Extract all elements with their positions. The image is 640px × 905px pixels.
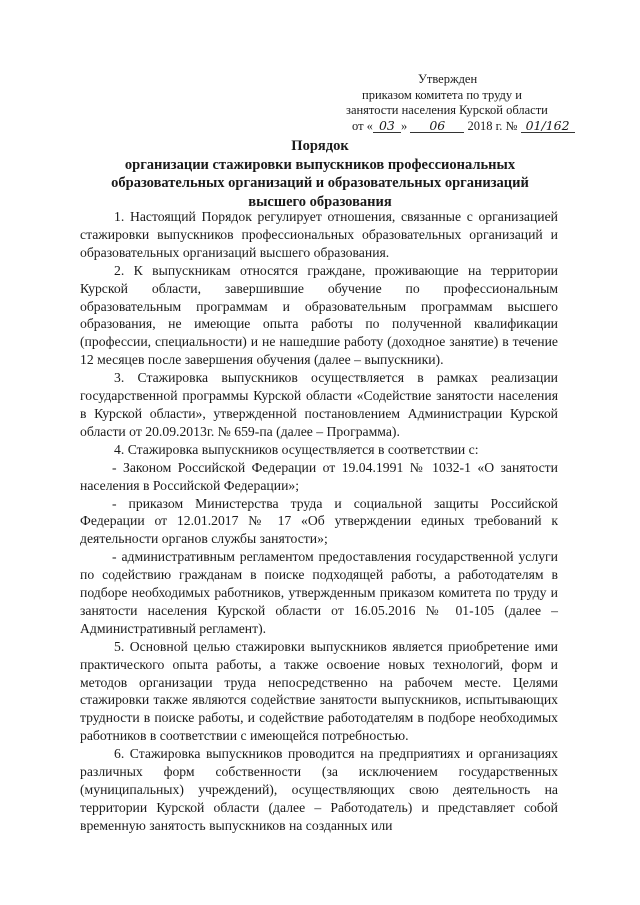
approval-line-1: Утвержден xyxy=(418,72,478,86)
paragraph-2: 2. К выпускникам относятся граждане, проживающие на территории Курской области, завершившие обучение по профессиональным образовательным программам и образовательным программам высшего образования, не имеющие опыта работы по полученной квалификации (профессии, специальности) и не нашедшие работу (доходное занятие) в течение 12 месяцев после завершения обучения (далее – выпускники). xyxy=(80,262,558,368)
paragraph-3: 3. Стажировка выпускников осуществляется в рамках реализации государственной программы Курской области «Содействие занятости населения в Курской области», утвержденной постановлением Администрации Курской области от 20.09.2013г. № 659-па (далее – Программа). xyxy=(80,370,558,439)
paragraph-4-item-2: - приказом Министерства труда и социальной защиты Российской Федерации от 12.01.2017 № 17 «Об утверждении единых требований к деятельности органов службы занятости»; xyxy=(80,495,558,547)
title-line-4: высшего образования xyxy=(248,193,392,210)
approval-day-handwritten: 03 xyxy=(373,119,401,133)
approval-date-prefix: от « xyxy=(352,118,373,133)
paragraph-4: 4. Стажировка выпускников осуществляется в соответствии с: xyxy=(114,441,479,457)
approval-line-4 xyxy=(338,119,578,135)
approval-date-mid: » xyxy=(400,118,408,133)
approval-month-handwritten: 06 xyxy=(410,119,464,133)
paragraph-1: 1. Настоящий Порядок регулирует отношения, связанные с организацией стажировки выпускников профессиональных образовательных организаций и образовательных организаций высшего образования. xyxy=(80,209,558,260)
approval-line-3: занятости населения Курской области xyxy=(346,103,548,117)
approval-number-handwritten: 01/162 xyxy=(521,119,575,133)
approval-stamp xyxy=(338,72,578,134)
paragraph-4-item-3: - административным регламентом предоставления государственной услуги по содействию гражданам в поиске подходящей работы, а работодателям в подборе необходимых работников, утвержденным приказом комитета по труду и занятости населения Курской области от 16.05.2016 № 01-105 (далее – Административный регламент). xyxy=(80,549,558,636)
paragraph-5: 5. Основной целью стажировки выпускников является приобретение ими практического опыта работы, а также освоение новых технологий, форм и методов организации труда непосредственно на рабочем месте. Целями стажировки также являются содействие занятости выпускников, испытывающих трудности в поиске работы, и содействие работодателям в подборе необходимых работников в соответствии с имеющейся потребностью. xyxy=(80,638,558,744)
title-line-2: организации стажировки выпускников профессиональных xyxy=(124,156,516,173)
document-title xyxy=(60,137,580,211)
approval-line-2: приказом комитета по труду и xyxy=(362,87,522,102)
title-line-3: образовательных организаций и образовательных организаций xyxy=(111,175,529,191)
paragraph-6: 6. Стажировка выпускников проводится на предприятиях и организациях различных форм собственности (за исключением государственных (муниципальных) учреждений), осуществляющих свою деятельность на территории Курской области (далее – Работодатель) и представляет собой временную занятость выпускников на созданных или xyxy=(80,746,558,833)
title-line-1: Порядок xyxy=(291,138,349,154)
approval-year-label: 2018 г. № xyxy=(467,118,518,133)
document-body xyxy=(80,208,558,835)
paragraph-4-item-1: - Законом Российской Федерации от 19.04.1991 № 1032-1 «О занятости населения в Российской Федерации»; xyxy=(80,459,558,493)
